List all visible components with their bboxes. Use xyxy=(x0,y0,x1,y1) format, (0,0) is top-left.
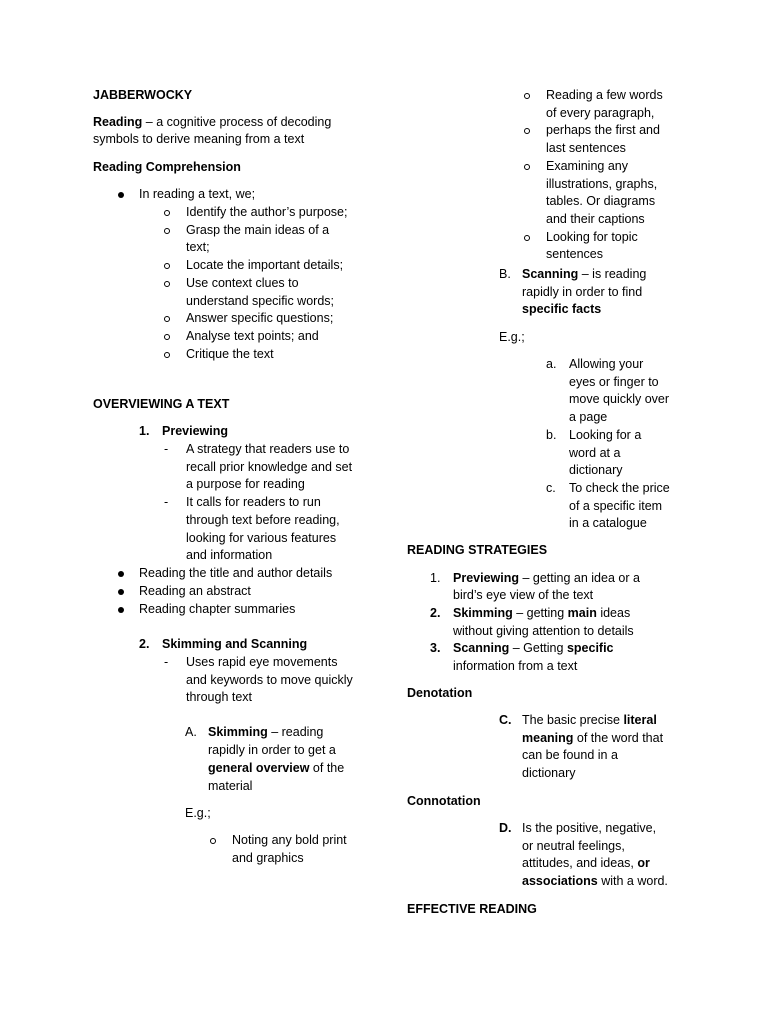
reading-strategies-heading: READING STRATEGIES xyxy=(407,543,548,557)
specific-facts-term: specific facts xyxy=(522,302,602,316)
skim-scan-dash-line: Uses rapid eye movements xyxy=(186,655,338,669)
rc-item-line: Identify the author’s purpose; xyxy=(186,205,348,219)
circle-bullet-icon xyxy=(524,235,530,241)
associations-term: associations xyxy=(522,874,598,888)
bullet-icon xyxy=(118,607,124,613)
denotation-line-2 xyxy=(522,730,663,748)
skimming-letter: A. xyxy=(185,725,197,739)
scan-example-line: Allowing your xyxy=(569,357,644,371)
skimming-line-1 xyxy=(208,724,323,742)
skimming-text-3: of the xyxy=(309,761,345,775)
rc-item-line: understand specific words; xyxy=(186,293,334,308)
rc-item-line: Answer specific questions; xyxy=(186,311,334,326)
skimming-line-4: material xyxy=(208,779,253,793)
skim-example-line: illustrations, graphs, xyxy=(546,176,658,191)
denotation-line-1 xyxy=(522,712,657,730)
bullet-icon xyxy=(118,589,124,595)
rs-1-line-2: bird’s eye view of the text xyxy=(453,588,594,602)
rs-2-text: – getting xyxy=(512,606,568,620)
rs-3-line-1 xyxy=(453,640,614,658)
previewing-dash-line: It calls for readers to run xyxy=(186,495,321,510)
circle-bullet-icon xyxy=(210,838,216,844)
denotation-text-1: The basic precise xyxy=(522,713,624,727)
rs-1-number: 1. xyxy=(430,571,441,585)
rs-3-bold: specific xyxy=(566,641,614,655)
skimming-line-3 xyxy=(208,760,344,778)
reading-definition xyxy=(93,114,331,132)
scanning-eg-label: E.g.; xyxy=(499,330,525,344)
previewing-bullet-item: Reading chapter summaries xyxy=(139,602,296,616)
scan-example-line: To check the price xyxy=(569,480,670,495)
overview-heading: OVERVIEWING A TEXT xyxy=(93,397,230,411)
connotation-line-3 xyxy=(522,855,650,873)
scanning-line-2: rapidly in order to find xyxy=(522,285,643,299)
rs-3-term: Scanning xyxy=(453,641,510,655)
skim-scan-dash-line: and keywords to move quickly xyxy=(186,672,353,687)
dash-marker: - xyxy=(164,495,169,510)
rs-2-text-2: ideas xyxy=(596,606,631,620)
denotation-heading: Denotation xyxy=(407,686,473,700)
scan-example-line: move quickly over xyxy=(569,392,670,407)
previewing-dash-line: a purpose for reading xyxy=(186,477,305,492)
circle-bullet-icon xyxy=(524,93,530,99)
scan-example-line: in a catalogue xyxy=(569,516,647,531)
previewing-dash-line: and information xyxy=(186,548,273,563)
rs-1-line-1 xyxy=(453,570,640,588)
rc-item-line: text; xyxy=(186,240,210,255)
connotation-text-4: with a word. xyxy=(597,874,668,888)
connotation-line-2: or neutral feelings, xyxy=(522,839,625,853)
dash-marker: - xyxy=(164,655,169,669)
rs-3-text: – Getting xyxy=(509,641,567,655)
or-term: or xyxy=(637,856,650,870)
skim-example-line: Looking for topic xyxy=(546,229,638,244)
rc-item-line: Analyse text points; and xyxy=(186,328,319,343)
scan-example-line: Looking for a xyxy=(569,427,642,442)
connotation-letter: D. xyxy=(499,821,512,835)
previewing-label: Previewing xyxy=(162,424,228,438)
circle-bullet-icon xyxy=(164,228,170,234)
scan-example-line: dictionary xyxy=(569,463,623,478)
bullet-icon xyxy=(118,571,124,577)
rs-2-term: Skimming xyxy=(453,606,513,620)
scanning-term: Scanning xyxy=(522,267,579,281)
previewing-number: 1. xyxy=(139,424,150,438)
skim-example-line: perhaps the first and xyxy=(546,123,660,138)
rc-item-line: Critique the text xyxy=(186,346,274,361)
literal-term: literal xyxy=(623,713,657,727)
skimming-term: Skimming xyxy=(208,725,268,739)
general-overview-term: general overview xyxy=(208,761,310,775)
document-title: JABBERWOCKY xyxy=(93,88,193,102)
connotation-line-4 xyxy=(522,873,668,891)
denotation-text-2: of the word that xyxy=(573,731,664,745)
previewing-dash-line: through text before reading, xyxy=(186,512,340,527)
previewing-dash-line: looking for various features xyxy=(186,530,337,545)
rs-3-line-2: information from a text xyxy=(453,659,578,673)
denotation-line-4: dictionary xyxy=(522,766,576,780)
skim-example-line: sentences xyxy=(546,247,603,262)
skim-eg-1-line-2: and graphics xyxy=(232,851,304,865)
scan-example-line: of a specific item xyxy=(569,498,663,513)
meaning-term: meaning xyxy=(522,731,574,745)
scan-example-line: eyes or finger to xyxy=(569,374,659,389)
rs-2-bold: main xyxy=(567,606,597,620)
skim-example-line: tables. Or diagrams xyxy=(546,194,656,209)
effective-reading-heading: EFFECTIVE READING xyxy=(407,902,537,916)
bullet-icon xyxy=(118,192,124,198)
denotation-letter: C. xyxy=(499,713,512,727)
rc-item-line: Use context clues to xyxy=(186,275,299,290)
circle-bullet-icon xyxy=(164,352,170,358)
connotation-text-3: attitudes, and ideas, xyxy=(522,856,638,870)
skim-example-line: of every paragraph, xyxy=(546,105,655,120)
skim-scan-number: 2. xyxy=(139,637,150,651)
previewing-bullet-item: Reading an abstract xyxy=(139,584,251,598)
scanning-letter: B. xyxy=(499,267,511,281)
rs-3-number: 3. xyxy=(430,641,441,655)
dash-marker: - xyxy=(164,442,169,456)
reading-def-text: – a cognitive process of decoding xyxy=(142,115,332,129)
reading-term: Reading xyxy=(93,115,143,129)
reading-def-line-2: symbols to derive meaning from a text xyxy=(93,132,305,146)
reading-comprehension-heading: Reading Comprehension xyxy=(93,160,241,174)
rs-2-line-1 xyxy=(453,605,630,623)
scan-example-marker: a. xyxy=(546,357,557,371)
skim-example-line: Reading a few words xyxy=(546,88,663,102)
rs-2-line-2: without giving attention to details xyxy=(453,624,634,638)
skimming-line-2: rapidly in order to get a xyxy=(208,743,336,757)
scan-example-line: a page xyxy=(569,410,608,425)
circle-bullet-icon xyxy=(164,263,170,269)
skim-eg-1-line-1: Noting any bold print xyxy=(232,833,347,847)
skim-example-line: and their captions xyxy=(546,211,645,226)
scan-example-marker: b. xyxy=(546,427,557,442)
circle-bullet-icon xyxy=(524,128,530,134)
connotation-heading: Connotation xyxy=(407,794,481,808)
previewing-dash-line: recall prior knowledge and set xyxy=(186,459,353,474)
denotation-line-3: can be found in a xyxy=(522,748,618,762)
scan-example-line: word at a xyxy=(569,445,621,460)
circle-bullet-icon xyxy=(164,334,170,340)
rs-2-number: 2. xyxy=(430,606,441,620)
skim-example-line: Examining any xyxy=(546,158,628,173)
connotation-line-1: Is the positive, negative, xyxy=(522,821,657,835)
previewing-bullet-item: Reading the title and author details xyxy=(139,566,333,580)
rc-intro: In reading a text, we; xyxy=(139,187,256,201)
skimming-eg-label: E.g.; xyxy=(185,806,211,820)
rs-1-term: Previewing xyxy=(453,571,519,585)
circle-bullet-icon xyxy=(164,281,170,287)
circle-bullet-icon xyxy=(164,210,170,216)
circle-bullet-icon xyxy=(164,316,170,322)
scanning-text-1: – is reading xyxy=(578,267,647,281)
previewing-dash-line: A strategy that readers use to xyxy=(186,442,350,456)
skimming-text-1: – reading xyxy=(267,725,324,739)
skim-example-line: last sentences xyxy=(546,141,626,156)
rc-item-line: Locate the important details; xyxy=(186,258,344,273)
scan-example-marker: c. xyxy=(546,480,556,495)
rs-1-text: – getting an idea or a xyxy=(519,571,640,585)
scanning-line-1 xyxy=(522,266,646,284)
skim-scan-dash-line: through text xyxy=(186,690,253,705)
rc-item-line: Grasp the main ideas of a xyxy=(186,222,330,237)
circle-bullet-icon xyxy=(524,164,530,170)
skim-scan-label: Skimming and Scanning xyxy=(162,637,308,651)
